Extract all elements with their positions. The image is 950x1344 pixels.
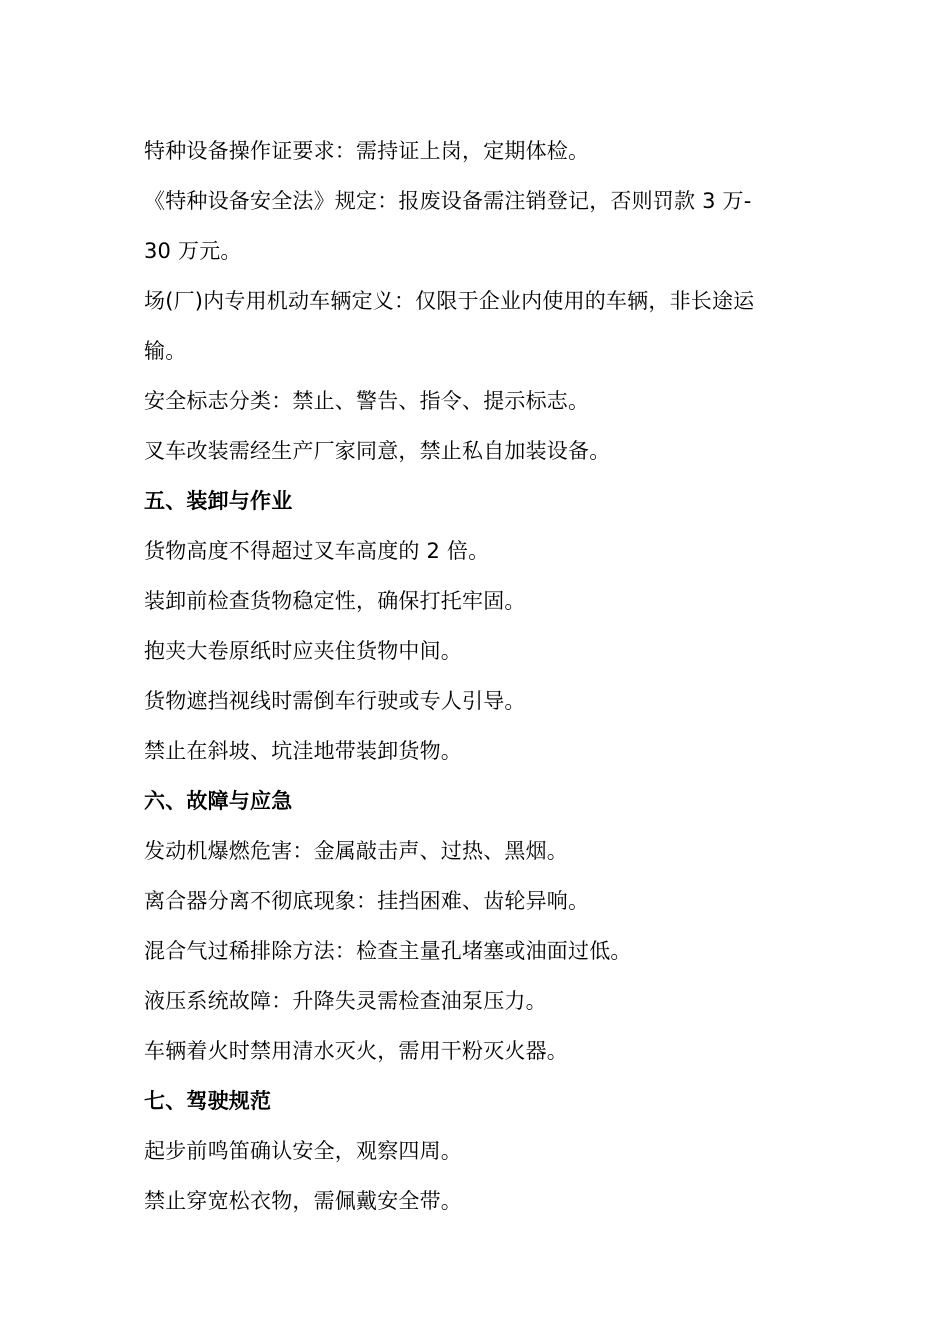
paragraph-line: 30 万元。: [144, 239, 242, 263]
paragraph-line: 货物高度不得超过叉车高度的 2 倍。: [144, 539, 490, 563]
paragraph-line: 抱夹大卷原纸时应夹住货物中间。: [144, 639, 462, 663]
paragraph-line: 离合器分离不彻底现象：挂挡困难、齿轮异响。: [144, 889, 590, 913]
document-body: [144, 126, 814, 1226]
paragraph-line: 禁止在斜坡、坑洼地带装卸货物。: [144, 739, 462, 763]
paragraph-line: 叉车改装需经生产厂家同意，禁止私自加装设备。: [144, 439, 611, 463]
paragraph-line: 货物遮挡视线时需倒车行驶或专人引导。: [144, 689, 526, 713]
paragraph-line: 混合气过稀排除方法：检查主量孔堵塞或油面过低。: [144, 939, 632, 963]
paragraph-line: 发动机爆燃危害：金属敲击声、过热、黑烟。: [144, 839, 568, 863]
paragraph-line: 输。: [144, 339, 187, 363]
paragraph-line: 液压系统故障：升降失灵需检查油泵压力。: [144, 989, 547, 1013]
paragraph-line: 《特种设备安全法》规定：报废设备需注销登记，否则罚款 3 万-: [144, 189, 752, 213]
section-heading: 六、故障与应急: [144, 789, 293, 813]
paragraph-line: 场(厂)内专用机动车辆定义：仅限于企业内使用的车辆，非长途运: [144, 289, 755, 313]
paragraph-line: 车辆着火时禁用清水灭火，需用干粉灭火器。: [144, 1039, 568, 1063]
paragraph-line: 安全标志分类：禁止、警告、指令、提示标志。: [144, 389, 590, 413]
section-heading: 七、驾驶规范: [144, 1089, 272, 1113]
section-heading: 五、装卸与作业: [144, 489, 293, 513]
paragraph-line: 装卸前检查货物稳定性，确保打托牢固。: [144, 589, 526, 613]
paragraph-line: 起步前鸣笛确认安全，观察四周。: [144, 1139, 462, 1163]
paragraph-line: 禁止穿宽松衣物，需佩戴安全带。: [144, 1189, 462, 1213]
paragraph-line: 特种设备操作证要求：需持证上岗，定期体检。: [144, 139, 590, 163]
